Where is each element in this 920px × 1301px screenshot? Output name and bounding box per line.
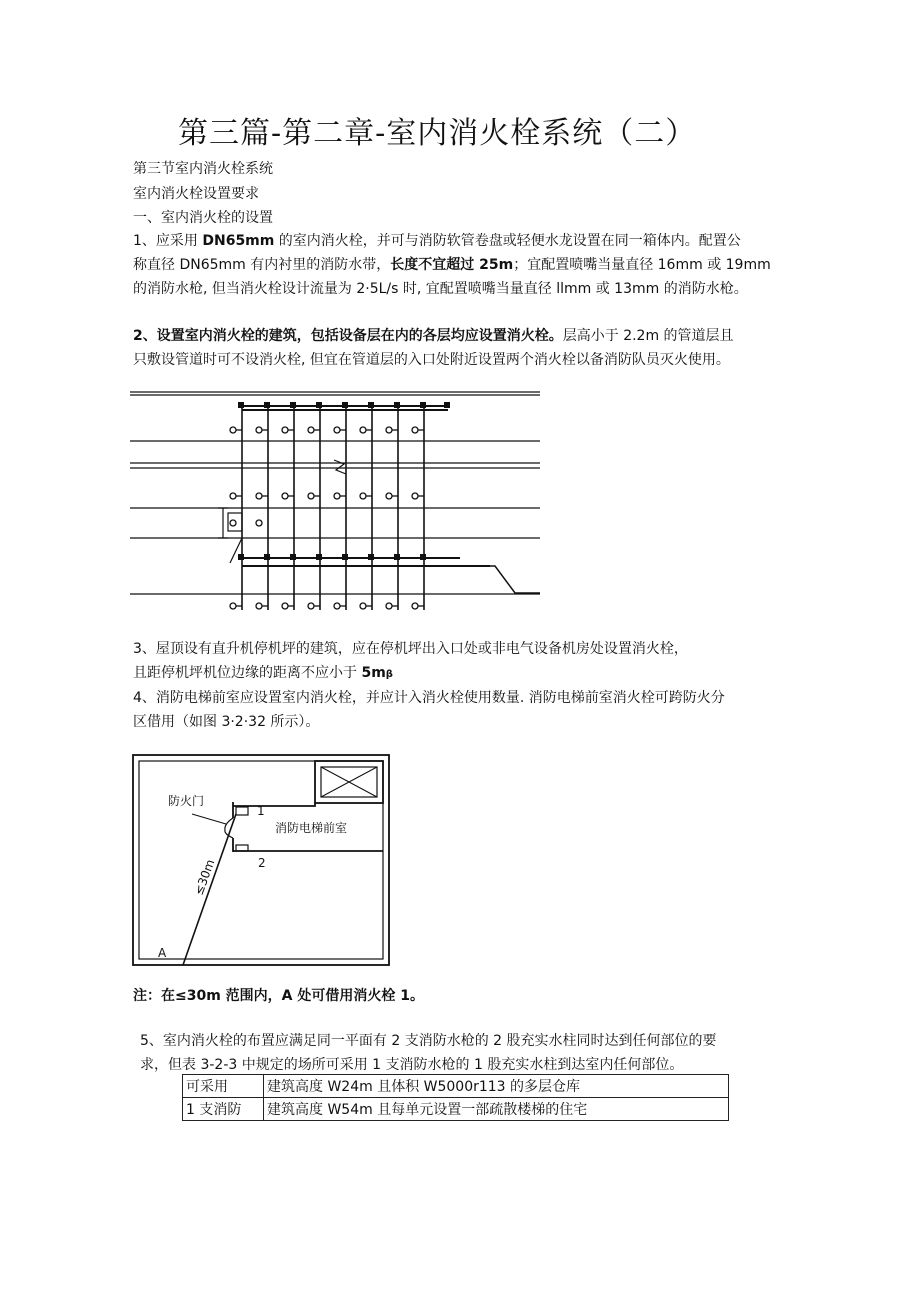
distance-line — [183, 814, 236, 965]
paragraph-5: 5、室内消火栓的布置应满足同一平面有 2 支消防水枪的 2 股充实水柱同时达到任何部位的要 求，但表 3-2-3 中规定的场所可采用 1 支消防水枪的 1 股充实水柱到达室内任何部位。 — [140, 1033, 717, 1073]
hydrant-2 — [236, 845, 248, 851]
table-cell: 建筑高度 W24m 且体积 W5000r113 的多层仓库 — [264, 1075, 729, 1098]
lobby-wall-top — [233, 803, 315, 806]
table-cell: 可采用 — [183, 1075, 264, 1098]
point-a-label: A — [158, 946, 167, 960]
table-row — [183, 1075, 729, 1098]
supply-pipe — [490, 566, 540, 593]
paragraph-3: 3、屋顶设有直升机停机坪的建筑，应在停机坪出入口处或非电气设备机房处设置消火栓， 且距停机坪机位边缘的距离不应小于 5mβ — [133, 641, 688, 681]
hydrant-2-label: 2 — [258, 856, 266, 870]
rule-table — [182, 1074, 729, 1121]
table-cell: 建筑高度 W54m 且每单元设置一部疏散楼梯的住宅 — [264, 1098, 729, 1121]
table-cell: 1 支消防 — [183, 1098, 264, 1121]
hydrant-symbols — [230, 427, 418, 609]
fire-door-label: 防火门 — [168, 794, 205, 808]
figure-note: 注：在≤30m 范围内，A 处可借用消火栓 1。 — [133, 988, 424, 1004]
paragraph-1: 1、应采用 DN65mm 的室内消火栓，并可与消防软管卷盘或轻便水龙设置在同一箱体内。配置公 称直径 DN65mm 有内衬里的消防水带，长度不宜超过 25m；宜配置喷嘴当量直径 16mm 或 19mm 的消防水枪, 但当消火栓设计流量为 2·5L/s 时, 宜配置喷嘴当量直径 llmm 或 13mm 的消防水枪。 — [133, 233, 771, 297]
heading-1: 一、室内消火栓的设置 — [133, 210, 273, 226]
paragraph-4: 4、消防电梯前室应设置室内消火栓，并应计入消火栓使用数量. 消防电梯前室消火栓可跨防火分 区借用（如图 3·2·32 所示）。 — [133, 690, 725, 730]
dimension-bracket — [218, 508, 228, 538]
riser-diagram — [130, 388, 545, 628]
table-row — [183, 1098, 729, 1121]
valve-marks — [238, 402, 450, 560]
lobby-plan-diagram — [132, 754, 392, 968]
distance-label: ≤30m — [191, 857, 218, 898]
hydrant-1-label: 1 — [257, 804, 265, 818]
fire-door-leader — [192, 814, 226, 824]
section-heading: 第三节室内消火栓系统 — [133, 161, 273, 177]
lobby-label: 消防电梯前室 — [275, 821, 348, 835]
hydrant-branches — [236, 430, 424, 606]
break-mark — [334, 460, 346, 474]
paragraph-2: 2、设置室内消火栓的建筑，包括设备层在内的各层均应设置消火栓。层高小于 2.2m 的管道层且 只敷设管道时可不设消火栓, 但宜在管道层的入口处附近设置两个消火栓以备消防队员灭火使用。 — [133, 328, 734, 368]
hydrant-1 — [236, 807, 248, 815]
page-title: 第三篇-第二章-室内消火栓系统（二） — [178, 116, 697, 151]
subsection-heading: 室内消火栓设置要求 — [133, 186, 259, 202]
